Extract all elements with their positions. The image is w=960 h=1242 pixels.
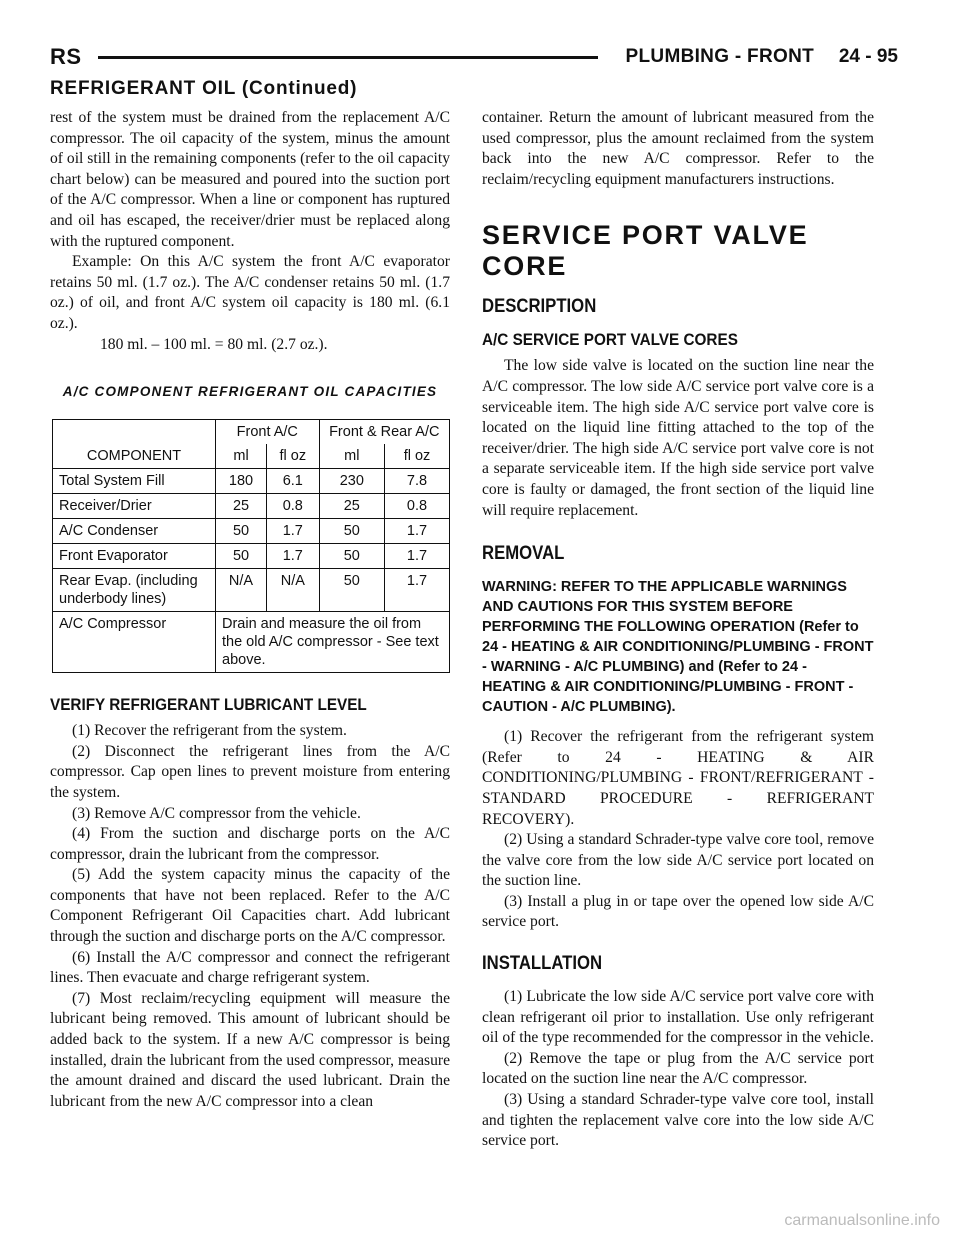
step: (3) Using a standard Schrader-type valve core tool, install and tighten the replacement valve core into the low side A/C service port.	[482, 1091, 874, 1150]
oil-capacity-table	[52, 419, 450, 673]
table-cell: 1.7	[267, 519, 320, 544]
header-rule	[98, 56, 598, 59]
table-cell: 6.1	[267, 469, 320, 494]
body-paragraph: rest of the system must be drained from the replacement A/C compressor. The oil capacity of the system, minus the amount of oil still in the remaining components (refer to the oil capacity chart below) can be measured and poured into the suction port of the A/C compressor. When a line or component has ruptured and oil has escaped, the receiver/drier must be replaced along with the ruptured component.	[50, 109, 450, 250]
table-cell: Total System Fill	[53, 469, 216, 494]
page-header	[50, 40, 898, 74]
table-row	[53, 569, 450, 612]
watermark: carmanualsonline.info	[784, 1212, 940, 1229]
table-cell: 180	[216, 469, 267, 494]
header-section: PLUMBING - FRONT	[625, 46, 814, 67]
table-row	[53, 469, 450, 494]
table-row	[53, 494, 450, 519]
table-cell: 50	[216, 519, 267, 544]
table-cell: 50	[319, 519, 384, 544]
example-calc: 180 ml. – 100 ml. = 80 ml. (2.7 oz.).	[100, 335, 328, 353]
column-header: ml	[216, 444, 267, 469]
description-heading: DESCRIPTION	[482, 296, 597, 318]
column-header: fl oz	[267, 444, 320, 469]
left-column	[50, 108, 450, 1112]
table-cell: A/C Condenser	[53, 519, 216, 544]
table-cell: 230	[319, 469, 384, 494]
warning-text: WARNING: REFER TO THE APPLICABLE WARNINGS AND CAUTIONS FOR THIS SYSTEM BEFORE PERFORMING THE FOLLOWING OPERATION (Refer to 24 - HEATING & AIR CONDITIONING/PLUMBING - FRONT - WARNING - A/C PLUMBING) and (Refer to 24 - HEATING & AIR CONDITIONING/PLUMBING - FRONT - CAUTION - A/C PLUMBING).	[482, 579, 874, 716]
example-paragraph: Example: On this A/C system the front A/C evaporator retains 50 ml. (1.7 oz.). The A/C condenser retains 50 ml. (1.7 oz.) of oil, and front A/C system oil capacity is 180 ml. (6.1 oz.).	[50, 253, 450, 332]
right-column	[482, 108, 874, 1152]
table-cell: 1.7	[385, 569, 450, 612]
table-cell: 0.8	[267, 494, 320, 519]
table-cell: N/A	[216, 569, 267, 612]
header-model: RS	[50, 44, 82, 69]
step: (2) Remove the tape or plug from the A/C service port located on the suction line near the A/C compressor.	[482, 1049, 874, 1088]
step: (2) Using a standard Schrader-type valve core tool, remove the valve core from the low side A/C service port located on the suction line.	[482, 831, 874, 890]
step: (7) Most reclaim/recycling equipment will measure the lubricant being removed. This amount of lubricant should be added back to the system. If a new A/C compressor is being installed, drain the lubricant from the used compressor, measure the amount drained and discard the used lubricant. Drain the lubricant from the new A/C compressor into a clean	[50, 989, 450, 1110]
step: (6) Install the A/C compressor and connect the refrigerant lines. Then evacuate and charge refrigerant system.	[50, 948, 450, 987]
installation-heading: INSTALLATION	[482, 953, 603, 975]
table-cell: 50	[216, 544, 267, 569]
table-cell: 1.7	[385, 544, 450, 569]
removal-heading: REMOVAL	[482, 543, 565, 565]
body-paragraph: container. Return the amount of lubricant measured from the used compressor, plus the amount reclaimed from the system back into the new A/C compressor. Refer to the reclaim/recycling equipment manufacturers instructions.	[482, 109, 874, 188]
table-cell: A/C Compressor	[53, 612, 216, 673]
step: (3) Remove A/C compressor from the vehicle.	[72, 804, 361, 822]
column-header: ml	[319, 444, 384, 469]
table-cell: 1.7	[267, 544, 320, 569]
step: (3) Install a plug in or tape over the opened low side A/C service port.	[482, 892, 874, 931]
table-cell: 1.7	[385, 519, 450, 544]
continued-heading: REFRIGERANT OIL (Continued)	[50, 78, 358, 99]
table-cell: Rear Evap. (including underbody lines)	[53, 569, 216, 612]
table-cell: N/A	[267, 569, 320, 612]
table-cell: 50	[319, 544, 384, 569]
section-title: SERVICE PORT VALVE CORE	[482, 220, 809, 282]
step: (1) Recover the refrigerant from the system.	[72, 722, 347, 740]
table-cell: 7.8	[385, 469, 450, 494]
table-corner	[53, 420, 216, 445]
step: (5) Add the system capacity minus the capacity of the components that have not been replaced. Refer to the A/C Component Refrigerant Oil Capacities chart. Add lubricant through the suction and discharge ports on the A/C compressor.	[50, 866, 450, 946]
table-cell: 25	[216, 494, 267, 519]
cores-paragraph: The low side valve is located on the suction line near the A/C compressor. The low side A/C service port valve core is a serviceable item. The high side A/C service port valve core is located on the liquid line fitting attached to the top of the receiver/drier. The high side A/C service port valve core is not a separate serviceable item. If the high side service port valve core is faulty or damaged, the front section of the liquid line will require replacement.	[482, 357, 874, 519]
group-header-front: Front A/C	[216, 420, 320, 445]
column-header: fl oz	[385, 444, 450, 469]
column-header: COMPONENT	[53, 444, 216, 469]
step: (4) From the suction and discharge ports on the A/C compressor, drain the lubricant from the compressor.	[50, 825, 450, 863]
step: (1) Lubricate the low side A/C service port valve core with clean refrigerant oil prior to installation. Use only refrigerant oil of the type recommended for the compressor in the vehicle.	[482, 988, 874, 1047]
table-row	[53, 544, 450, 569]
table-cell: Drain and measure the oil from the old A/C compressor - See text above.	[216, 612, 450, 673]
verify-heading: VERIFY REFRIGERANT LUBRICANT LEVEL	[50, 695, 367, 715]
cores-heading: A/C SERVICE PORT VALVE CORES	[482, 330, 738, 350]
table-cell: 0.8	[385, 494, 450, 519]
table-cell: 50	[319, 569, 384, 612]
group-header-front-rear: Front & Rear A/C	[319, 420, 449, 445]
page-number: 24 - 95	[838, 46, 898, 67]
table-cell: 25	[319, 494, 384, 519]
step: (1) Recover the refrigerant from the refrigerant system (Refer to 24 - HEATING & AIR CONDITIONING/PLUMBING - FRONT/REFRIGERANT - STANDARD PROCEDURE - REFRIGERANT RECOVERY).	[482, 728, 874, 828]
step: (2) Disconnect the refrigerant lines from the A/C compressor. Cap open lines to prevent moisture from entering the system.	[50, 742, 450, 801]
table-row	[53, 519, 450, 544]
table-cell: Front Evaporator	[53, 544, 216, 569]
table-caption: A/C COMPONENT REFRIGERANT OIL CAPACITIES	[62, 384, 438, 400]
table-cell: Receiver/Drier	[53, 494, 216, 519]
table-row	[53, 612, 450, 673]
